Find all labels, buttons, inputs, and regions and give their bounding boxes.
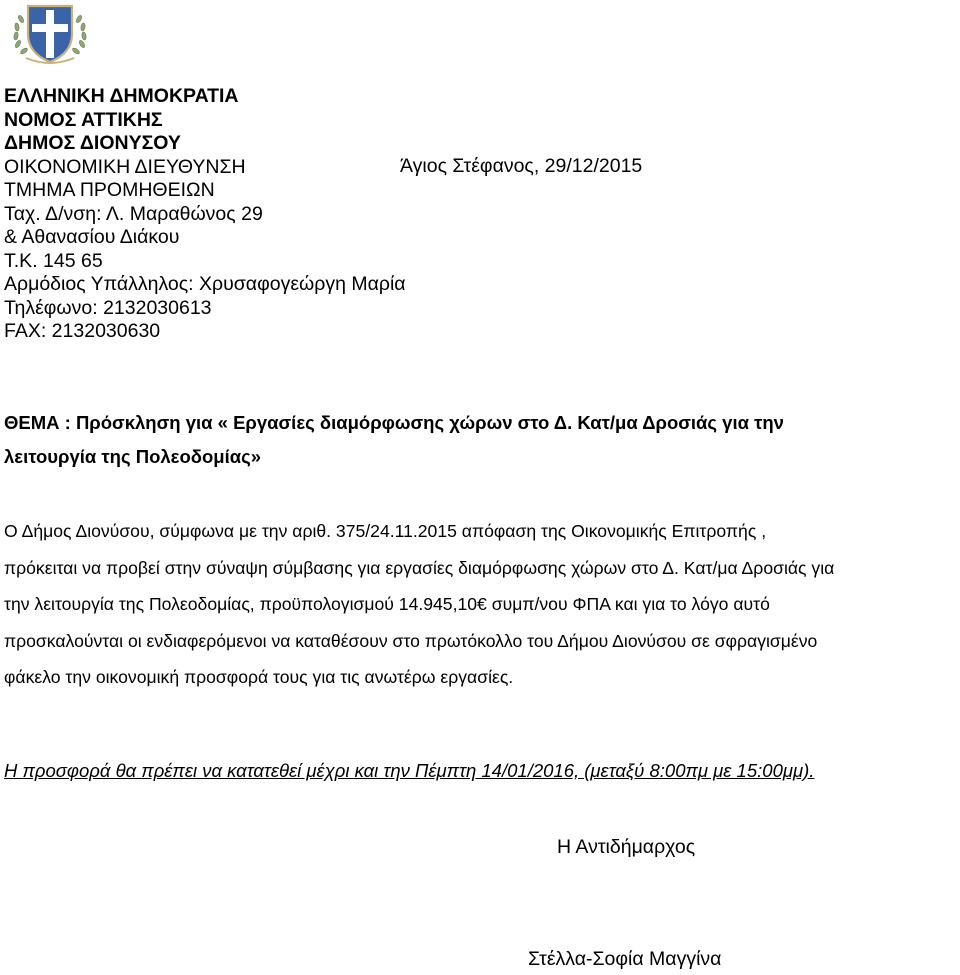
address-line-1: Ταχ. Δ/νση: Λ. Μαραθώνος 29 bbox=[4, 202, 263, 225]
place-date: Άγιος Στέφανος, 29/12/2015 bbox=[400, 155, 643, 177]
fax-number: FAX: 2132030630 bbox=[4, 320, 161, 342]
signer-name: Στέλλα-Σοφία Μαγγίνα bbox=[528, 948, 722, 970]
body-paragraph bbox=[4, 513, 960, 696]
body-line-2: πρόκειται να προβεί στην σύναψη σύμβασης για εργασίες διαμόρφωσης χώρων στο Δ. Κατ/μα Δροσιάς για bbox=[4, 557, 835, 578]
body-line-5: φάκελο την οικονομική προσφορά τους για τις ανωτέρω εργασίες. bbox=[4, 667, 514, 687]
subject-line-2: λειτουργία της Πολεοδομίας» bbox=[4, 446, 262, 467]
body-line-1: Ο Δήμος Διονύσου, σύμφωνα με την αριθ. 375/24.11.2015 απόφαση της Οικονομικής Επιτροπής , bbox=[4, 521, 767, 541]
body-line-3: την λειτουργία της Πολεοδομίας, προϋπολογισμού 14.945,10€ συμπ/νου ΦΠΑ και για το λόγο αυτό bbox=[4, 594, 770, 614]
postal-code: Τ.Κ. 145 65 bbox=[4, 249, 103, 272]
greek-state-emblem-icon bbox=[8, 0, 92, 66]
department-name: ΤΜΗΜΑ ΠΡΟΜΗΘΕΙΩΝ bbox=[4, 179, 215, 201]
body-line-4: προσκαλούνται οι ενδιαφερόμενοι να καταθέσουν στο πρωτόκολλο του Δήμου Διονύσου σε σφραγισμένο bbox=[4, 630, 818, 651]
deadline-notice: Η προσφορά θα πρέπει να κατατεθεί μέχρι και την Πέμπτη 14/01/2016, (μεταξύ 8:00πμ με 15:00μμ). bbox=[4, 760, 815, 781]
address-line-2: & Αθανασίου Διάκου bbox=[4, 226, 180, 248]
header-block bbox=[4, 85, 406, 344]
municipality-name: ΔΗΜΟΣ ΔΙΟΝΥΣΟΥ bbox=[4, 132, 181, 154]
signer-title: Η Αντιδήμαρχος bbox=[557, 836, 696, 858]
phone-number: Τηλέφωνο: 2132030613 bbox=[4, 296, 212, 319]
state-name: ΕΛΛΗΝΙΚΗ ΔΗΜΟΚΡΑΤΙΑ bbox=[4, 85, 239, 107]
directorate-name: ΟΙΚΟΝΟΜΙΚΗ ΔΙΕΥΘΥΝΣΗ bbox=[4, 155, 246, 178]
subject-block bbox=[4, 406, 904, 474]
prefecture-name: ΝΟΜΟΣ ΑΤΤΙΚΗΣ bbox=[4, 108, 163, 131]
subject-line-1: ΘΕΜΑ : Πρόσκληση για « Εργασίες διαμόρφωσης χώρων στο Δ. Κατ/μα Δροσιάς για την bbox=[4, 412, 784, 433]
responsible-employee: Αρμόδιος Υπάλληλος: Χρυσαφογεώργη Μαρία bbox=[4, 273, 406, 295]
